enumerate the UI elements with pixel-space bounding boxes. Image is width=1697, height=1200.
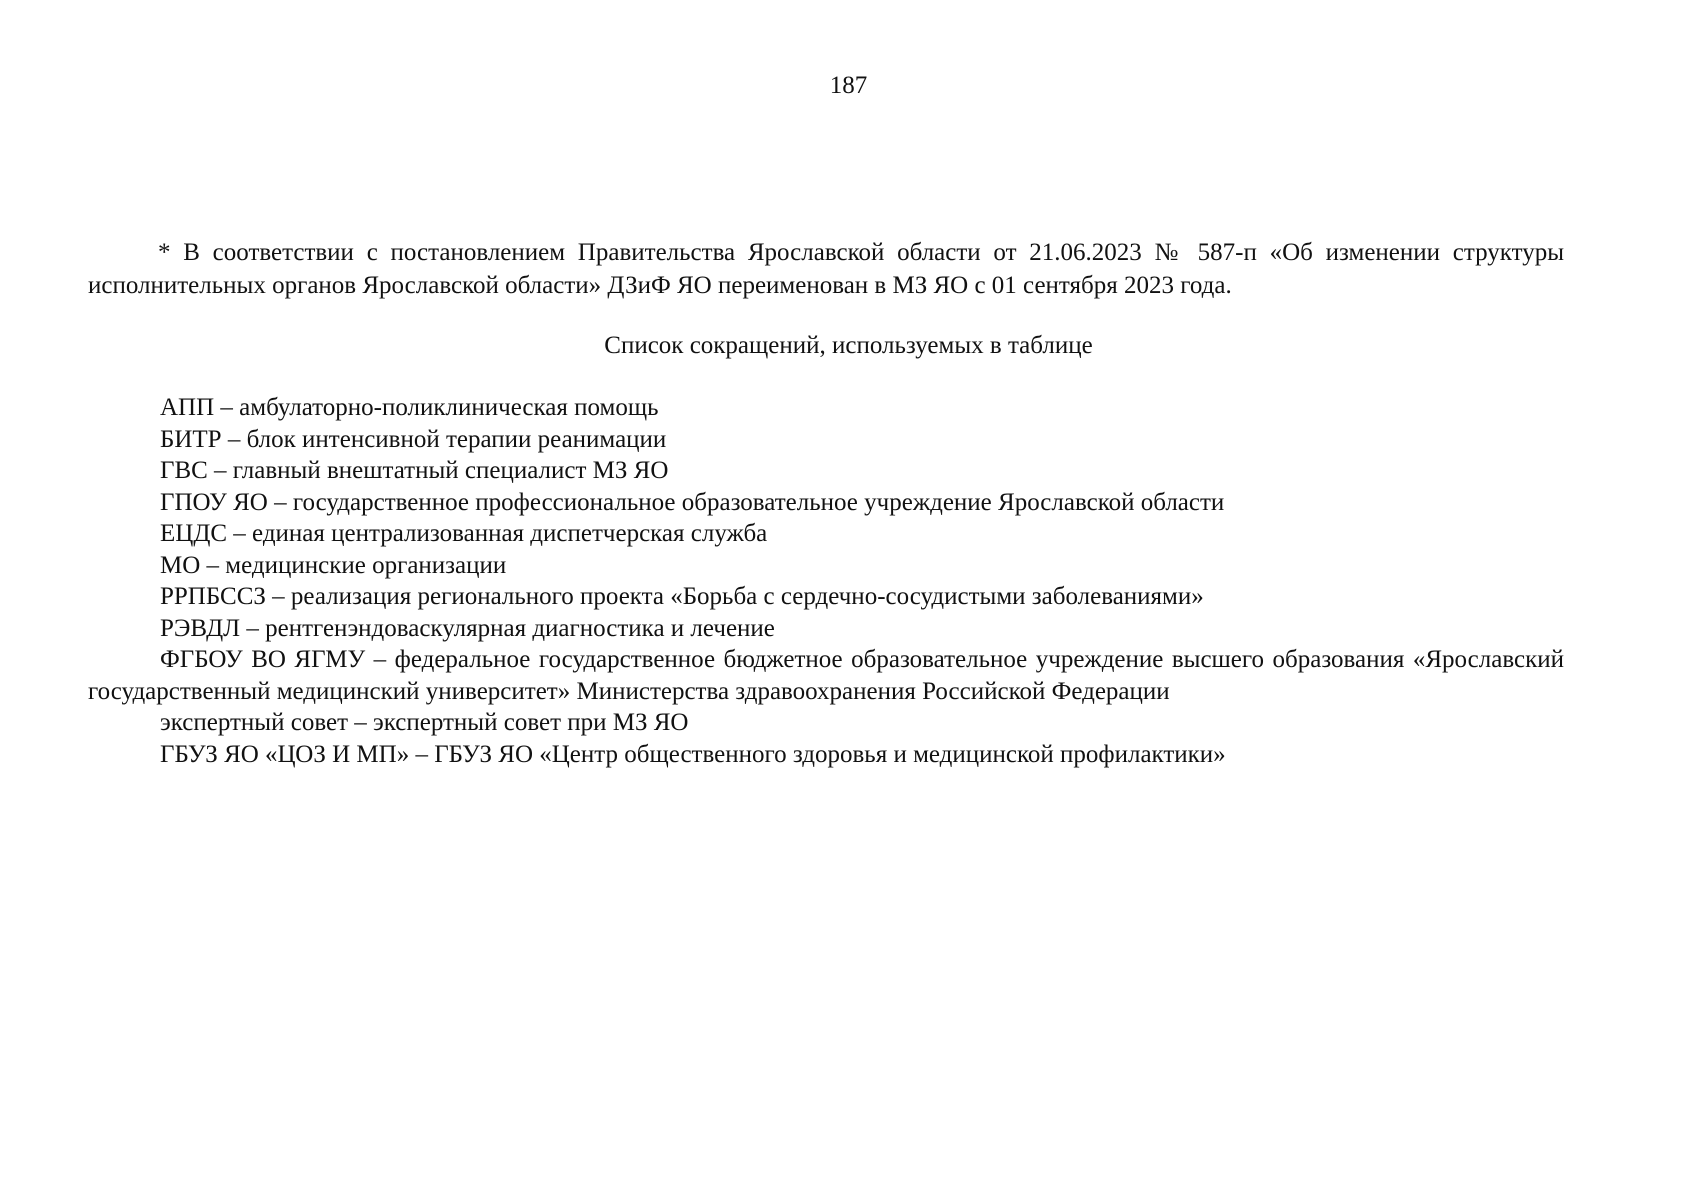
abbreviation-item: ЕЦДС – единая централизованная диспетчерская служба xyxy=(160,520,768,547)
abbreviations-title: Список сокращений, используемых в таблице xyxy=(604,332,1093,359)
footnote-paragraph: * В соответствии с постановлением Правительства Ярославской области от 21.06.2023 № 587-п «Об изменении структуры исполнительных органов Ярославской области» ДЗиФ ЯО переименован в МЗ ЯО с 01 сентября 2023 года. xyxy=(88,239,1564,299)
abbreviation-item: АПП – амбулаторно-поликлиническая помощь xyxy=(160,394,659,421)
abbreviation-item: РЭВДЛ – рентгенэндоваскулярная диагностика и лечение xyxy=(160,614,775,642)
abbreviation-item: ГВС – главный внештатный специалист МЗ ЯО xyxy=(160,457,669,484)
abbreviations-list xyxy=(88,392,1564,770)
abbreviation-item: МО – медицинские организации xyxy=(160,551,507,579)
abbreviation-item: РРПБССЗ – реализация регионального проекта «Борьба с сердечно-сосудистыми заболеваниями» xyxy=(160,583,1204,610)
page-number: 187 xyxy=(829,72,868,99)
abbreviation-item: экспертный совет – экспертный совет при МЗ ЯО xyxy=(160,709,689,736)
abbreviation-item: ГПОУ ЯО – государственное профессиональное образовательное учреждение Ярославской области xyxy=(160,488,1225,516)
abbreviation-item: БИТР – блок интенсивной терапии реанимации xyxy=(160,425,667,453)
abbreviation-item: ГБУЗ ЯО «ЦОЗ И МП» – ГБУЗ ЯО «Центр общественного здоровья и медицинской профилактики» xyxy=(160,740,1226,768)
abbreviation-item: ФГБОУ ВО ЯГМУ – федеральное государственное бюджетное образовательное учреждение высшего образования «Ярославский государственный медицинский университет» Министерства здравоохранения Российской Федерации xyxy=(88,646,1564,705)
